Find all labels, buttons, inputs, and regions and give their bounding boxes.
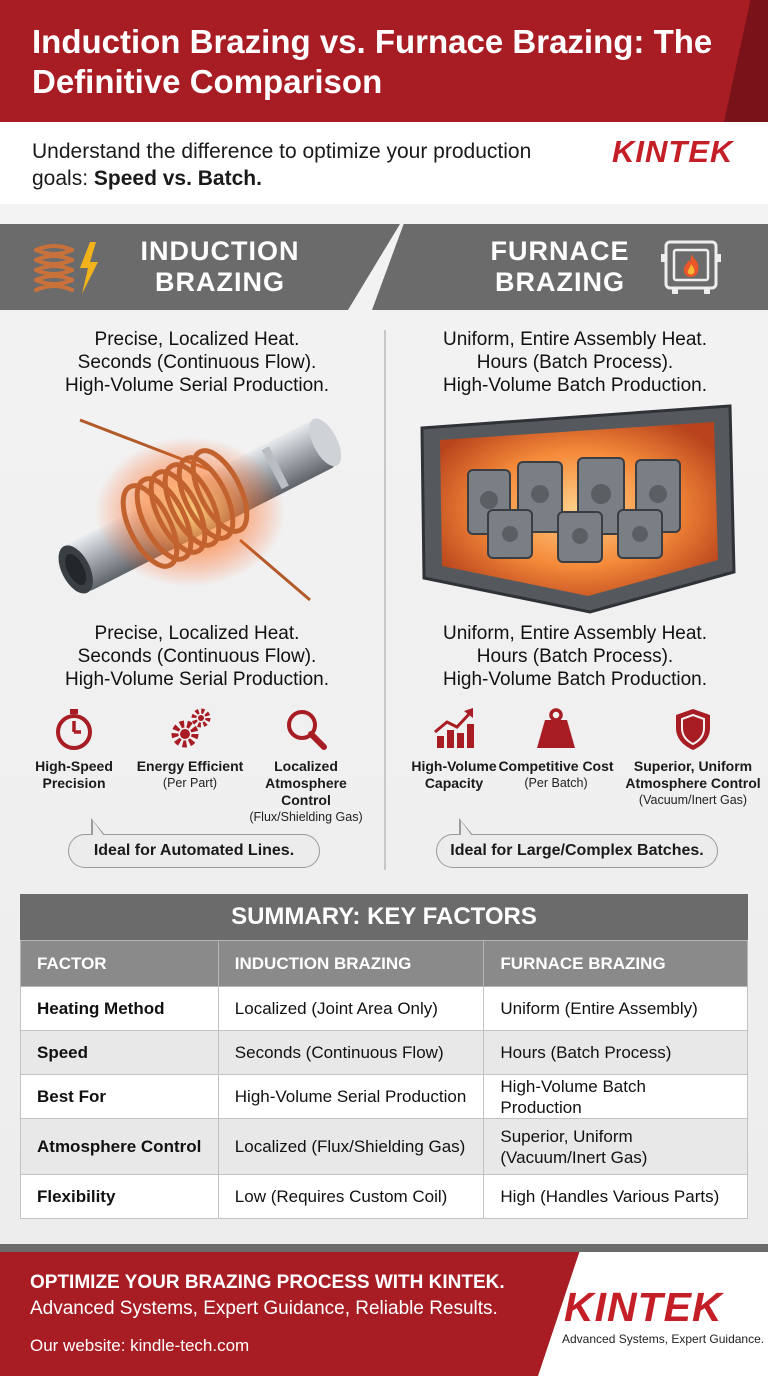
feature-label: Localized Atmosphere Control <box>265 758 347 808</box>
feature-energy-efficient <box>130 706 250 791</box>
furnace-banner-title <box>470 236 650 298</box>
furnace-banner-line1: FURNACE <box>490 236 630 266</box>
feature-sublabel: (Per Batch) <box>524 776 588 790</box>
column-header: INDUCTION BRAZING <box>218 941 484 987</box>
feature-label: High-Volume Capacity <box>411 758 497 791</box>
feature-label: Energy Efficient <box>136 758 244 774</box>
furnace-cell: Uniform (Entire Assembly) <box>484 987 748 1031</box>
furnace-desc-line: High-Volume Batch Production. <box>442 375 708 396</box>
feature-high-speed-precision <box>14 706 134 792</box>
table-row <box>21 1075 748 1119</box>
induction-coil-icon <box>32 238 102 298</box>
factor-cell: Speed <box>21 1031 219 1075</box>
furnace-banner-line2: BRAZING <box>495 267 625 297</box>
induction-banner-line1: INDUCTION <box>140 236 300 266</box>
induction-cell: High-Volume Serial Production <box>218 1075 484 1119</box>
factor-cell: Best For <box>21 1075 219 1119</box>
summary-title: SUMMARY: KEY FACTORS <box>20 894 748 940</box>
feature-label: Superior, Uniform Atmosphere Control <box>625 758 761 791</box>
table-row <box>21 1031 748 1075</box>
weight-icon <box>533 706 579 752</box>
table-row <box>21 987 748 1031</box>
induction-ideal-callout: Ideal for Automated Lines. <box>68 834 320 868</box>
footer-divider <box>0 1244 768 1252</box>
summary-table <box>20 940 748 1219</box>
induction-desc-line: Precise, Localized Heat. <box>94 623 300 644</box>
feature-localized-atmosphere <box>246 706 366 825</box>
furnace-cell: Hours (Batch Process) <box>484 1031 748 1075</box>
induction-desc-bottom <box>12 622 382 691</box>
column-divider <box>384 330 386 870</box>
induction-banner-title <box>120 236 320 298</box>
table-row <box>21 1119 748 1175</box>
footer-subtitle: Advanced Systems, Expert Guidance, Reliable Results. <box>30 1298 498 1319</box>
factor-cell: Atmosphere Control <box>21 1119 219 1175</box>
furnace-ideal-callout: Ideal for Large/Complex Batches. <box>436 834 718 868</box>
footer-tagline: Advanced Systems, Expert Guidance. <box>562 1332 765 1346</box>
column-header: FURNACE BRAZING <box>484 941 748 987</box>
induction-cell: Seconds (Continuous Flow) <box>218 1031 484 1075</box>
induction-cell: Low (Requires Custom Coil) <box>218 1175 484 1219</box>
table-header-row <box>21 941 748 987</box>
induction-banner-line2: BRAZING <box>155 267 285 297</box>
growth-chart-icon <box>431 706 477 752</box>
stopwatch-icon <box>51 706 97 752</box>
page-subtitle <box>32 138 592 192</box>
footer-title: OPTIMIZE YOUR BRAZING PROCESS WITH KINTEK. <box>30 1272 505 1293</box>
furnace-desc-line: Uniform, Entire Assembly Heat. <box>443 329 707 350</box>
feature-label: Competitive Cost <box>498 758 614 774</box>
furnace-cell: High-Volume Batch Production <box>484 1075 748 1119</box>
feature-superior-atmosphere <box>620 706 766 808</box>
induction-desc-top <box>12 328 382 397</box>
furnace-desc-line: High-Volume Batch Production. <box>442 669 708 690</box>
feature-sublabel: (Flux/Shielding Gas) <box>249 810 363 824</box>
furnace-cell: High (Handles Various Parts) <box>484 1175 748 1219</box>
induction-cell: Localized (Joint Area Only) <box>218 987 484 1031</box>
page-title: Induction Brazing vs. Furnace Brazing: The Definitive Comparison <box>32 23 713 100</box>
induction-desc-line: High-Volume Serial Production. <box>64 669 330 690</box>
subtitle-lead: Understand the difference to optimize your production goals: <box>32 140 532 190</box>
table-row <box>21 1175 748 1219</box>
subtitle-emphasis: Speed vs. Batch. <box>93 167 262 190</box>
furnace-desc-line: Hours (Batch Process). <box>476 646 674 667</box>
furnace-desc-line: Hours (Batch Process). <box>476 352 674 373</box>
induction-cell: Localized (Flux/Shielding Gas) <box>218 1119 484 1175</box>
lightning-icon <box>80 242 98 294</box>
factor-cell: Flexibility <box>21 1175 219 1219</box>
furnace-desc-bottom <box>390 622 760 691</box>
furnace-chamber-illustration <box>418 400 736 615</box>
shield-icon <box>670 706 716 752</box>
kintek-logo: KINTEK <box>612 134 734 169</box>
feature-competitive-cost <box>496 706 616 791</box>
furnace-cell: Superior, Uniform (Vacuum/Inert Gas) <box>484 1119 748 1175</box>
induction-desc-line: High-Volume Serial Production. <box>64 375 330 396</box>
feature-sublabel: (Vacuum/Inert Gas) <box>638 793 748 807</box>
feature-label: High-Speed Precision <box>35 758 113 791</box>
furnace-desc-top <box>390 328 760 397</box>
induction-desc-line: Seconds (Continuous Flow). <box>77 646 317 667</box>
induction-desc-line: Seconds (Continuous Flow). <box>77 352 317 373</box>
kintek-footer-logo: KINTEK <box>564 1284 723 1330</box>
gears-icon <box>167 706 213 752</box>
induction-coil-illustration <box>40 400 360 610</box>
footer-website-link[interactable]: Our website: kindle-tech.com <box>30 1336 250 1355</box>
column-header: FACTOR <box>21 941 219 987</box>
magnifier-icon <box>283 706 329 752</box>
furnace-desc-line: Uniform, Entire Assembly Heat. <box>443 623 707 644</box>
induction-desc-line: Precise, Localized Heat. <box>94 329 300 350</box>
furnace-icon <box>660 236 722 298</box>
feature-sublabel: (Per Part) <box>162 776 218 790</box>
factor-cell: Heating Method <box>21 987 219 1031</box>
